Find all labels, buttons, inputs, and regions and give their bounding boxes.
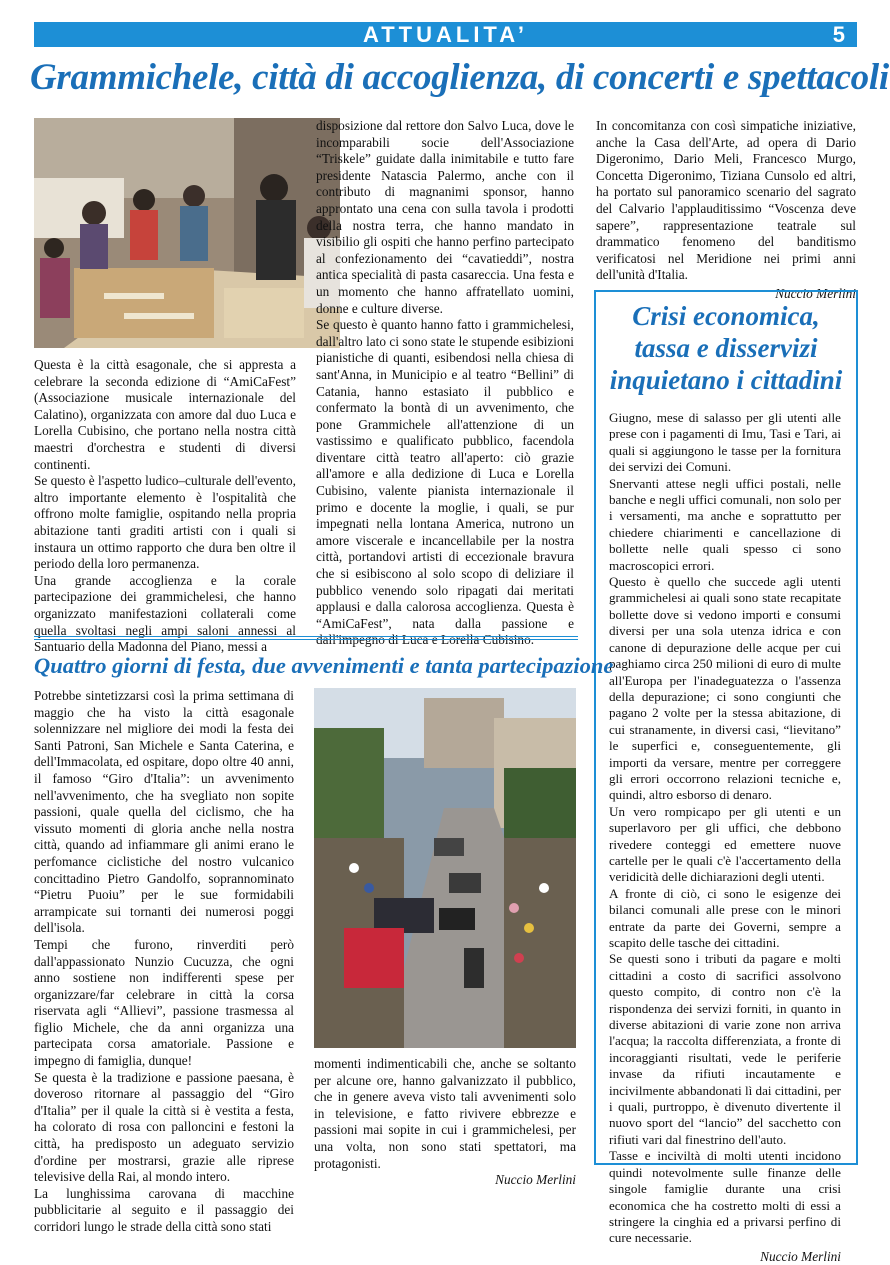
article2-column2 bbox=[314, 1056, 576, 1189]
paragraph: La lunghissima carovana di macchine pubblicitarie al seguito e il passaggio dei corridori lungo le strade della città sono stati bbox=[34, 1185, 294, 1234]
section-title: ATTUALITA’ bbox=[362, 22, 529, 47]
section-divider bbox=[34, 636, 578, 640]
paragraph: Se questo è quanto hanno fatto i grammichelesi, dall'altro lato ci sono state le stupende esibizioni pianistiche di quanti, esibendosi nella chiesa di sant'Anna, in Municipio e al teatro “Bellini” di Catania, hanno estasiato il pubblico e confermato la bontà di un avvenimento, che pone Grammichele all'attenzione di un vastissimo e qualificato pubblico, facendola diventare città teatro all'aperto: ciò grazie all'amore e alla dedizione di Luca e Lorella Cubisino, valente pianista internazionale il primo e docente la moglie, i quali, se pur impegnati nella lontana America, nutrono un amore viscerale e incancellabile per la nostra città, portandovi artisti di eccezionale bravura che si esibiscono al solo scopo di deliziare il pubblico venendo solo ripagati dai meritati applausi e dalla calorosa accoglienza. Questa è “AmiCaFest”, nata dalla passione e dall'impegno di Luca e Lorella Cubisino. bbox=[316, 317, 574, 648]
paragraph: Tasse e inciviltà di molti utenti incidono quindi notevolmente sulle finanze delle singole famiglie durante una crisi economica che ha costretto molti di essi a stringere la cinghia ed a privarsi perfino di cure necessarie. bbox=[609, 1148, 841, 1246]
paragraph: Questo è quello che succede agli utenti grammichelesi ai quali sono state recapitate bollette dove si vedono importi e consumi diversi per una sola utenza idrica e con canone di depurazione delle acque per cui paghiamo circa 250 milioni di euro di multe all'Europa per l'inadeguatezza o l'assenza della depurazione; ci sono congiunti che pagano 2 volte per la stessa abitazione, di cui stranamente, in diversi casi, “lievitano” le superfici e, conseguentemente, gli importi da versare, mentre per correggere gli errori occorrono relazioni tecniche e, quindi, altro esborso di denaro. bbox=[609, 574, 841, 803]
paragraph: Una grande accoglienza e la corale partecipazione dei grammichelesi, che hanno organizzato manifestazioni collaterali come quella svoltasi negli ampi saloni annessi al Santuario della Madonna del Piano, messi a bbox=[34, 572, 296, 655]
giro-italia-street-photo bbox=[314, 688, 576, 1048]
page-number: 5 bbox=[832, 22, 845, 47]
crisis-article-body bbox=[609, 410, 841, 1265]
main-headline: Grammichele, città di accoglienza, di concerti e spettacoli bbox=[30, 57, 889, 98]
article1-column3 bbox=[596, 118, 856, 303]
paragraph: Tempi che furono, rinverditi però dall'appassionato Nunzio Cucuzza, che ogni anno sostiene non indifferenti spese per organizzare/far celebrare in città la corsa riservata agli “Allievi”, passione trasmessa al figlio Michele, che da anni organizza una partecipata corsa amatoriale. Passione e impegno di famiglia, dunque! bbox=[34, 936, 294, 1069]
paragraph: Un vero rompicapo per gli utenti e un superlavoro per gli uffici, che debbono rivedere conteggi ed emettere nuove cartelle per le quali c'è l'accertamento della veridicità delle dichiarazioni degli utenti. bbox=[609, 803, 841, 885]
paragraph: Potrebbe sintetizzarsi così la prima settimana di maggio che ha visto la città esagonale solennizzare nel migliore dei modi la festa dei Santi Patroni, San Michele e Santa Caterina, e dell'Immacolata, ed ospitare, dopo oltre 40 anni, il famoso “Giro d'Italia”: un avvenimento nell'avvenimento, che ha svegliato non sopite passioni, quale quella del ciclismo, che ha vissuto momenti di gloria anche nella nostra città, quando ad infiammare gli animi erano le perfomance ciclistiche del nostro vulcanico concittadino Pietro Gandolfo, soprannominato “Pietru Puoiu” per le sue formidabili arrampicate sui tornanti dei numerosi poggi dell'isola. bbox=[34, 688, 294, 936]
article1-column2 bbox=[316, 118, 574, 649]
paragraph: Se questo è l'aspetto ludico–culturale dell'evento, altro importante elemento è l'ospitalità che offrono molte famiglie, ospitando nella propria abitazione tanti graditi artisti con i quali si instaura un ottimo rapporto che dura ben oltre il periodo della loro permanenza. bbox=[34, 473, 296, 572]
article2-title: Quattro giorni di festa, due avvenimenti e tanta partecipazione bbox=[34, 653, 614, 678]
paragraph: Questa è la città esagonale, che si appresta a celebrare la seconda edizione di “AmiCaFest” (Associazione musicale internazionale del Calatino), organizzata con amore dal duo Luca e Lorella Cubisino, che portano nella nostra città maestri d'orchestra e studenti di diversi continenti. bbox=[34, 357, 296, 472]
pasta-workshop-photo bbox=[34, 118, 340, 348]
article2-column1 bbox=[34, 688, 294, 1236]
paragraph: Se questi sono i tributi da pagare e molti cittadini a costo di sacrifici assolvono questo compito, di contro non c'è la rispondenza dei servizi forniti, in quanto in diverse abitazioni di varie zone non arriva l'acqua; la raccolta differenziata, a fronte di incoraggianti risultati, vede le periferie invase da rifiuti incautamente e incivilmente abbandonati lì dai cittadini, per i quali, purtroppo, è divenuto divertente il nuovo sport del “lancio” del sacchetto con rifiuti vari dal finestrino dell'auto. bbox=[609, 951, 841, 1147]
byline: Nuccio Merlini bbox=[775, 285, 856, 301]
byline: Nuccio Merlini bbox=[495, 1172, 576, 1188]
paragraph: disposizione dal rettore don Salvo Luca, dove le incomparabili socie dell'Associazione “Triskele” guidate dalla inimitabile e tutto fare presidente Natascia Palermo, anche con il contributo di magnanimi sponsor, hanno approntato una cena con sulla tavola i prodotti della nostra terra, che hanno mandato in visibilio gli ospiti che hanno perfino partecipato al confezionamento dei “cavatieddi”, nostra antica specialità di pasta casareccia. Una festa e un momento che hanno affratellato uomini, donne e culture diverse. bbox=[316, 118, 574, 316]
box-title-line: Crisi economica, bbox=[632, 301, 820, 331]
paragraph: A fronte di ciò, ci sono le esigenze dei bilanci comunali alle prese con le minori entrate da parte dei Governi, sempre a scapito delle tasche dei cittadini. bbox=[609, 885, 841, 950]
byline: Nuccio Merlini bbox=[760, 1248, 841, 1264]
article1-column1 bbox=[34, 357, 296, 656]
paragraph: In concomitanza con così simpatiche iniziative, anche la Casa dell'Arte, ad opera di Dario Digeronimo, Dario Meli, Francesco Murgo, Concetta Digeronimo, Tiziana Cunsolo ed altri, ha portato sul panoramico scenario del sagrato del Calvario l'applauditissimo “Voscenza deve sapere”, rappresentazione teatrale sul drammatico fenomeno del banditismo verificatosi nel Meridione nei primi anni dell'unità d'Italia. bbox=[596, 118, 856, 283]
paragraph: Snervanti attese negli uffici postali, nelle banche e negli uffici comunali, non solo per i versamenti, ma anche e soprattutto per chiedere chiarimenti e cancellazione di bollette nelle quali spesso ci sono macroscopici errori. bbox=[609, 475, 841, 573]
crisis-article-box bbox=[594, 290, 858, 1264]
paragraph: Giugno, mese di salasso per gli utenti alle prese con i pagamenti di Imu, Tasi e Tari, ai quali si aggiungono le tasse per la fornitura dei servizi dei Comuni. bbox=[609, 410, 841, 475]
box-title-line: inquietano i cittadini bbox=[609, 365, 843, 395]
paragraph: momenti indimenticabili che, anche se soltanto per alcune ore, hanno galvanizzato il pubblico, che in genere aveva visto tali avvenimenti solo in televisione, e fatto rivivere ebbrezze e passioni mai sopite in cui i grammichelesi, per una volta, non sono stati spettatori, ma protagonisti. bbox=[314, 1056, 576, 1171]
paragraph: Se questa è la tradizione e passione paesana, è doveroso ritornare al passaggio del “Giro d'Italia” per il quale la città si è vestita a festa, ha colorato di rosa con palloncini e festoni la città, ha predisposto un adeguato servizio d'ordine per mostrarsi, grazie alle riprese televisive della Rai, al mondo intero. bbox=[34, 1069, 294, 1185]
box-title-line: tassa e disservizi bbox=[634, 333, 818, 363]
section-band bbox=[34, 22, 857, 47]
